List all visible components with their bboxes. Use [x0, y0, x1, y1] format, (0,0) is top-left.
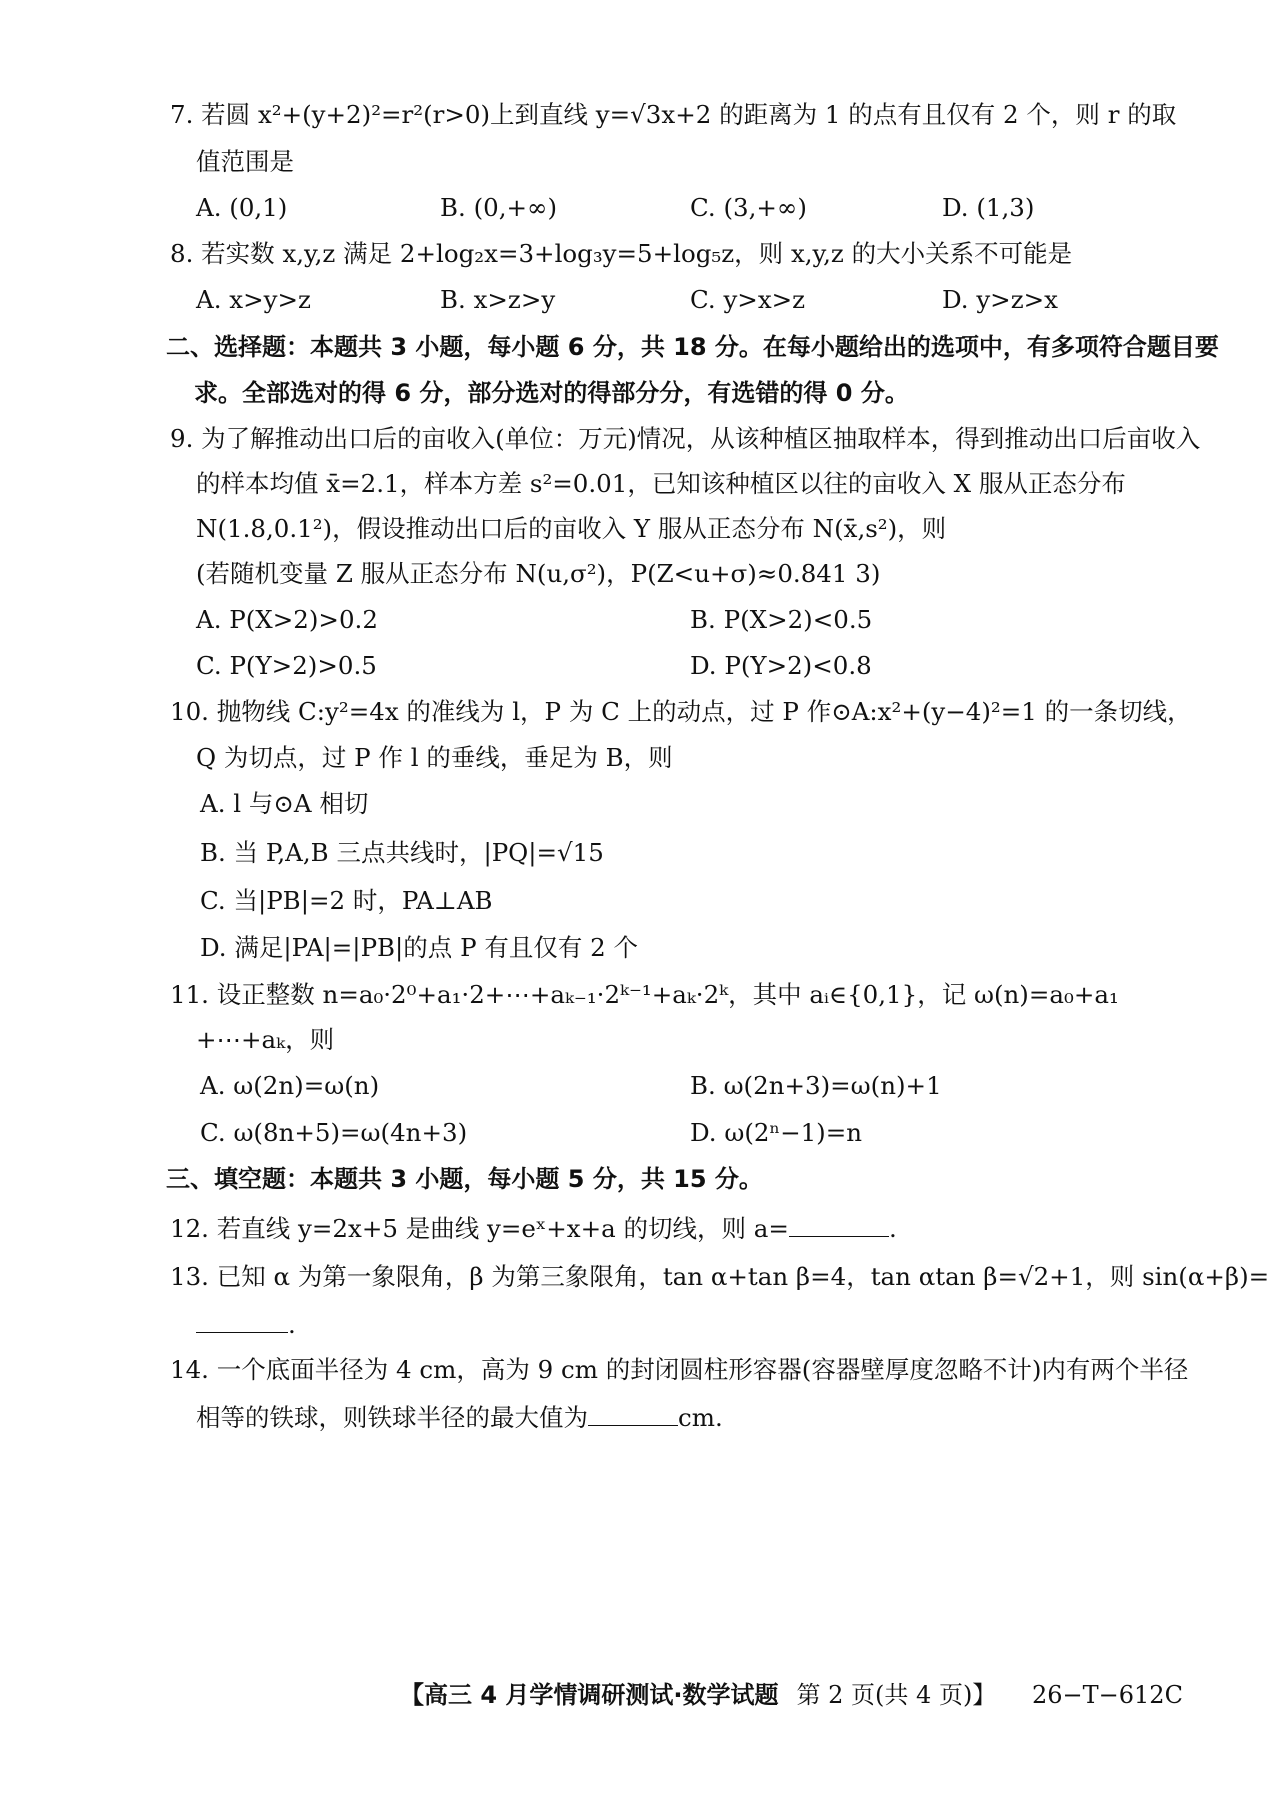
q13-answer-blank[interactable]	[196, 1306, 288, 1333]
q10-option-b: B. 当 P,A,B 三点共线时，|PQ|=√15	[200, 838, 604, 867]
q11-option-d: D. ω(2ⁿ−1)=n	[690, 1118, 863, 1147]
q11-stem: 11. 设正整数 n=a₀·2⁰+a₁·2+⋯+aₖ₋₁·2ᵏ⁻¹+aₖ·2ᵏ，其中 aᵢ∈{0,1}，记 ω(n)=a₀+a₁	[170, 980, 1119, 1009]
q9-option-b: B. P(X>2)<0.5	[690, 605, 873, 634]
section2-heading: 二、选择题：本题共 3 小题，每小题 6 分，共 18 分。在每小题给出的选项中，有多项符合题目要	[166, 333, 1219, 361]
q7-stem: 7. 若圆 x²+(y+2)²=r²(r>0)上到直线 y=√3x+2 的距离为 1 的点有且仅有 2 个，则 r 的取	[170, 100, 1177, 129]
q11-stem-cont: +⋯+aₖ，则	[196, 1025, 335, 1054]
q8-option-d: D. y>z>x	[942, 285, 1058, 314]
q9-stem-line3: N(1.8,0.1²)，假设推动出口后的亩收入 Y 服从正态分布 N(x̄,s²)，则	[196, 514, 947, 543]
q13-stem: 13. 已知 α 为第一象限角，β 为第三象限角，tan α+tan β=4，tan αtan β=√2+1，则 sin(α+β)=	[170, 1262, 1270, 1291]
q8-stem: 8. 若实数 x,y,z 满足 2+log₂x=3+log₃y=5+log₅z，则 x,y,z 的大小关系不可能是	[170, 239, 1073, 268]
q10-option-d: D. 满足|PA|=|PB|的点 P 有且仅有 2 个	[200, 933, 639, 962]
q14-text: 相等的铁球，则铁球半径的最大值为	[196, 1403, 588, 1432]
q11-option-a: A. ω(2n)=ω(n)	[200, 1071, 380, 1100]
q12-text: 12. 若直线 y=2x+5 是曲线 y=eˣ+x+a 的切线，则 a=	[170, 1214, 789, 1243]
q10-option-a: A. l 与⊙A 相切	[200, 789, 369, 818]
q14-unit: cm.	[678, 1403, 723, 1432]
q14-stem: 14. 一个底面半径为 4 cm，高为 9 cm 的封闭圆柱形容器(容器壁厚度忽略不计)内有两个半径	[170, 1355, 1189, 1384]
q8-option-c: C. y>x>z	[690, 285, 806, 314]
q14-answer-blank[interactable]	[588, 1399, 678, 1426]
q9-note: (若随机变量 Z 服从正态分布 N(u,σ²)，P(Z<u+σ)≈0.841 3)	[196, 559, 881, 588]
q7-stem-cont: 值范围是	[196, 147, 294, 176]
q8-option-b: B. x>z>y	[440, 285, 556, 314]
footer-code: 26−T−612C	[1032, 1681, 1183, 1709]
q9-option-a: A. P(X>2)>0.2	[196, 605, 378, 634]
q10-stem-cont: Q 为切点，过 P 作 l 的垂线，垂足为 B，则	[196, 743, 673, 772]
q9-stem-line2: 的样本均值 x̄=2.1，样本方差 s²=0.01，已知该种植区以往的亩收入 X 服从正态分布	[196, 469, 1126, 498]
q10-stem: 10. 抛物线 C:y²=4x 的准线为 l，P 为 C 上的动点，过 P 作⊙A:x²+(y−4)²=1 的一条切线，	[170, 697, 1192, 726]
section2-heading-cont: 求。全部选对的得 6 分，部分选对的得部分分，有选错的得 0 分。	[194, 379, 909, 407]
q12-period: .	[888, 1214, 897, 1243]
q12-answer-blank[interactable]	[789, 1210, 889, 1237]
q11-option-b: B. ω(2n+3)=ω(n)+1	[690, 1071, 942, 1100]
page-footer	[400, 1678, 1183, 1712]
section3-heading: 三、填空题：本题共 3 小题，每小题 5 分，共 15 分。	[166, 1165, 763, 1193]
q13-answer-line	[196, 1306, 296, 1342]
q9-option-d: D. P(Y>2)<0.8	[690, 651, 872, 680]
q7-option-b: B. (0,+∞)	[440, 193, 558, 222]
footer-page-info: 第 2 页(共 4 页)】	[796, 1681, 997, 1709]
q12-stem	[170, 1210, 897, 1246]
q9-option-c: C. P(Y>2)>0.5	[196, 651, 377, 680]
q10-option-c: C. 当|PB|=2 时，PA⊥AB	[200, 886, 493, 915]
q13-period: .	[288, 1310, 296, 1339]
q7-option-d: D. (1,3)	[942, 193, 1035, 222]
q9-stem: 9. 为了解推动出口后的亩收入(单位：万元)情况，从该种植区抽取样本，得到推动出口后亩收入	[170, 424, 1201, 453]
q14-stem-cont	[196, 1399, 723, 1435]
q7-option-a: A. (0,1)	[196, 193, 288, 222]
footer-title: 【高三 4 月学情调研测试·数学试题	[400, 1681, 779, 1709]
q8-option-a: A. x>y>z	[196, 285, 311, 314]
q11-option-c: C. ω(8n+5)=ω(4n+3)	[200, 1118, 468, 1147]
q7-option-c: C. (3,+∞)	[690, 193, 807, 222]
